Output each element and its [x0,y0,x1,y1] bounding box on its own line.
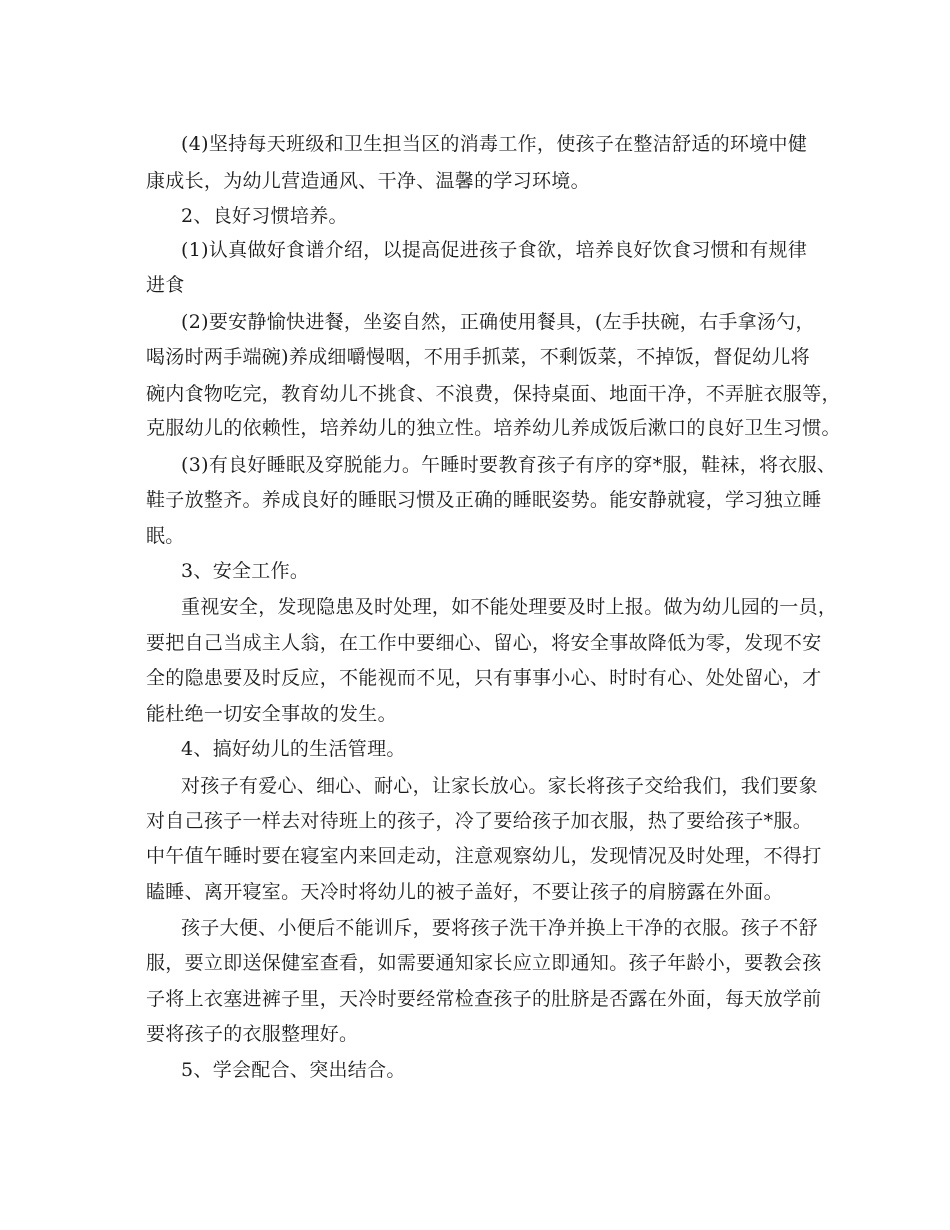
text-line: 重视安全，发现隐患及时处理，如不能处理要及时上报。做为幼儿园的一员， [181,596,838,618]
text-line: 全的隐患要及时反应，不能视而不见，只有事事小心、时时有心、处处留心，才 [146,667,822,689]
text-line: 服，要立即送保健室查看，如需要通知家长应立即通知。孩子年龄小，要教会孩 [146,952,822,974]
text-line: 鞋子放整齐。养成良好的睡眠习惯及正确的睡眠姿势。能安静就寝，学习独立睡 [146,489,822,511]
text-line: (4)坚持每天班级和卫生担当区的消毒工作，使孩子在整洁舒适的环境中健 [181,133,808,155]
text-line: 孩子大便、小便后不能训斥，要将孩子洗干净并换上干净的衣服。孩子不舒 [181,917,818,939]
text-line: 要把自己当成主人翁，在工作中要细心、留心，将安全事故降低为零，发现不安 [146,632,822,654]
text-line: 能杜绝一切安全事故的发生。 [146,703,397,725]
text-line: 康成长，为幼儿营造通风、干净、温馨的学习环境。 [146,170,590,192]
section-heading: 4、搞好幼儿的生活管理。 [181,738,406,760]
text-line: 中午值午睡时要在寝室内来回走动，注意观察幼儿，发现情况及时处理，不得打 [146,845,822,867]
text-line: 碗内食物吃完，教育幼儿不挑食、不浪费，保持桌面、地面干净，不弄脏衣服等， [146,383,841,405]
text-line: 克服幼儿的依赖性，培养幼儿的独立性。培养幼儿养成饭后漱口的良好卫生习惯。 [146,417,841,439]
text-line: (3)有良好睡眠及穿脱能力。午睡时要教育孩子有序的穿*服，鞋袜，将衣服、 [181,454,837,476]
section-heading: 5、学会配合、突出结合。 [181,1059,406,1081]
text-line: 要将孩子的衣服整理好。 [146,1023,359,1045]
text-line: 子将上衣塞进裤子里，天冷时要经常检查孩子的肚脐是否露在外面，每天放学前 [146,988,822,1010]
text-line: (1)认真做好食谱介绍，以提高促进孩子食欲，培养良好饮食习惯和有规律 [181,239,808,261]
text-line: 瞌睡、离开寝室。天冷时将幼儿的被子盖好，不要让孩子的肩膀露在外面。 [146,881,783,903]
text-line: 喝汤时两手端碗)养成细嚼慢咽，不用手抓菜，不剩饭菜，不掉饭，督促幼儿将 [146,346,810,368]
section-heading: 2、良好习惯培养。 [181,205,348,227]
text-line: 对孩子有爱心、细心、耐心，让家长放心。家长将孩子交给我们，我们要象 [181,775,818,797]
text-line: 对自己孩子一样去对待班上的孩子，冷了要给孩子加衣服，热了要给孩子*服。 [146,810,813,832]
section-heading: 3、安全工作。 [181,560,310,582]
text-line: 眠。 [146,525,185,547]
text-line: (2)要安静愉快进餐，坐姿自然，正确使用餐具，(左手扶碗，右手拿汤勺， [181,311,815,333]
text-line: 进食 [146,274,185,296]
